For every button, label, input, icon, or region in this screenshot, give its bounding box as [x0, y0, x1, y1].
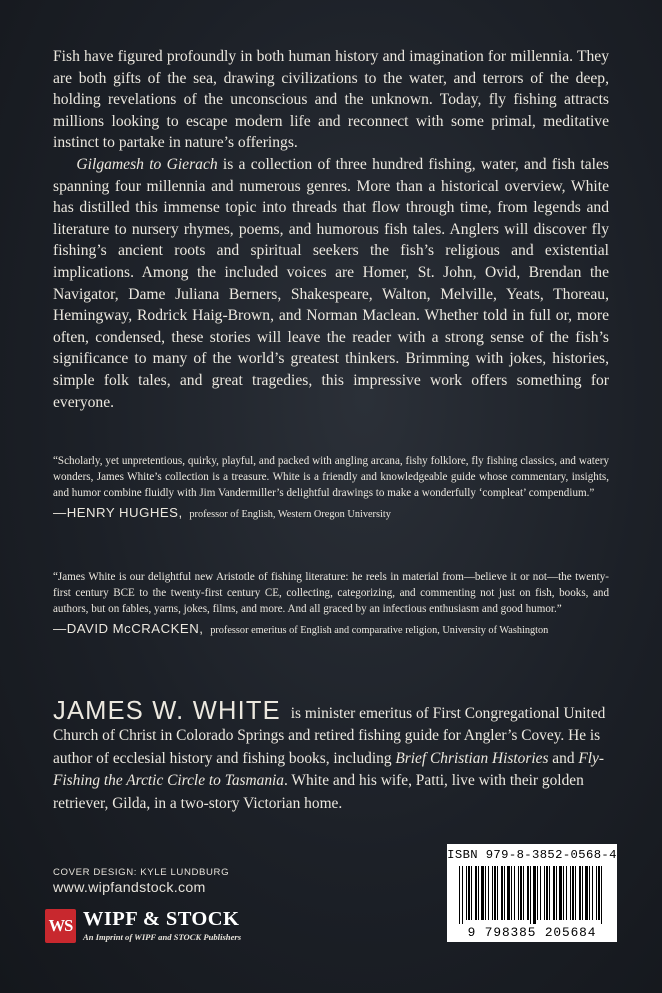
- endorser-name: —DAVID McCRACKEN,: [53, 620, 204, 636]
- bio-text-3: . White and his wife, Patti, live with their golden retriever, Gilda, in a two-story Victorian home.: [53, 772, 584, 812]
- bio-book-1: Brief Christian Histories: [395, 749, 549, 767]
- blurb-paragraph-1: Fish have figured profoundly in both human history and imagination for millennia. They are both gifts of the sea, drawing civilizations to the water, and terrors of the deep, holding revelations of the unconscious and the unknown. Today, fly fishing attracts millions looking to escape modern life and reconnect with some primal, meditative instinct to partake in nature’s offerings.: [53, 48, 609, 152]
- endorsement-quote: “Scholarly, yet unpretentious, quirky, playful, and packed with angling arcana, fishy folklore, fly fishing classics, and watery wonders, James White’s collection is a treasure. White is a friendly and knowledgeable guide whose commentary, insights, and humor combine fluidly with Jim Vandermiller’s delightful drawings to make a wonderfully ‘compleat’ compendium.”: [53, 455, 609, 500]
- endorsement-quote: “James White is our delightful new Aristotle of fishing literature: he reels in material from—believe it or not—the twenty-first century BCE to the twenty-first century CE, collecting, categorizing, and commenting not just on fish, books, and authors, but on fables, yarns, jokes, films, and more. And all graced by an infectious enthusiasm and good humor.”: [53, 571, 609, 616]
- barcode-icon: [459, 866, 605, 924]
- endorser-role: professor of English, Western Oregon University: [189, 508, 391, 520]
- barcode-digits: 9 798385 205684: [467, 925, 597, 940]
- endorsement-attribution: [53, 505, 609, 523]
- publisher-website: www.wipfandstock.com: [53, 880, 206, 896]
- author-name: JAMES W. WHITE: [53, 697, 281, 725]
- blurb-paragraph-2-text: is a collection of three hundred fishing, water, and fish tales spanning four millennia and numerous genres. More than a historical overview, White has distilled this immense topic into threads that flow through time, from legends and literature to nursery rhymes, poems, and humorous fish tales. Anglers will discover fly fishing’s ancient roots and spiritual seekers the fish’s religious and existential implications. Among the included voices are Homer, St. John, Ovid, Brendan the Navigator, Dame Juliana Berners, Shakespeare, Walton, Melville, Yeats, Thoreau, Hemingway, Rodrick Haig-Brown, and Norman Maclean. Whether told in full or, more often, condensed, these stories will leave the reader with a strong sense of the fish’s significance to many of the world’s greatest thinkers. Brimming with jokes, histories, simple folk tales, and great tragedies, this impressive work offers something for everyone.: [53, 155, 609, 411]
- isbn-label: ISBN 979-8-3852-0568-4: [447, 848, 617, 862]
- isbn-barcode: [447, 844, 617, 942]
- endorsement-attribution: [53, 621, 609, 639]
- ws-logo-icon: WS: [45, 909, 76, 943]
- author-bio: [53, 697, 613, 815]
- cover-design-credit: COVER DESIGN: KYLE LUNDBURG: [53, 867, 230, 878]
- publisher-tagline: An Imprint of WIPF and STOCK Publishers: [83, 932, 242, 942]
- credits: [53, 867, 229, 896]
- bio-text-2: and: [548, 749, 579, 767]
- endorsement-2: [53, 569, 609, 639]
- endorser-role: professor emeritus of English and comparative religion, University of Washington: [210, 624, 549, 636]
- publisher-name: WIPF & STOCK: [83, 908, 240, 930]
- book-blurb: [53, 46, 609, 413]
- bio-book-2: Fly-Fishing the Arctic Circle to Tasmania: [53, 749, 605, 790]
- blurb-paragraph-2: [53, 154, 609, 413]
- book-title: Gilgamesh to Gierach: [76, 155, 218, 173]
- bio-text-1: is minister emeritus of First Congregational United Church of Christ in Colorado Springs and retired fishing guide for Angler’s Covey. He is author of ecclesial history and fishing books, including: [53, 705, 606, 767]
- endorsement-1: [53, 453, 609, 523]
- endorser-name: —HENRY HUGHES,: [53, 504, 183, 520]
